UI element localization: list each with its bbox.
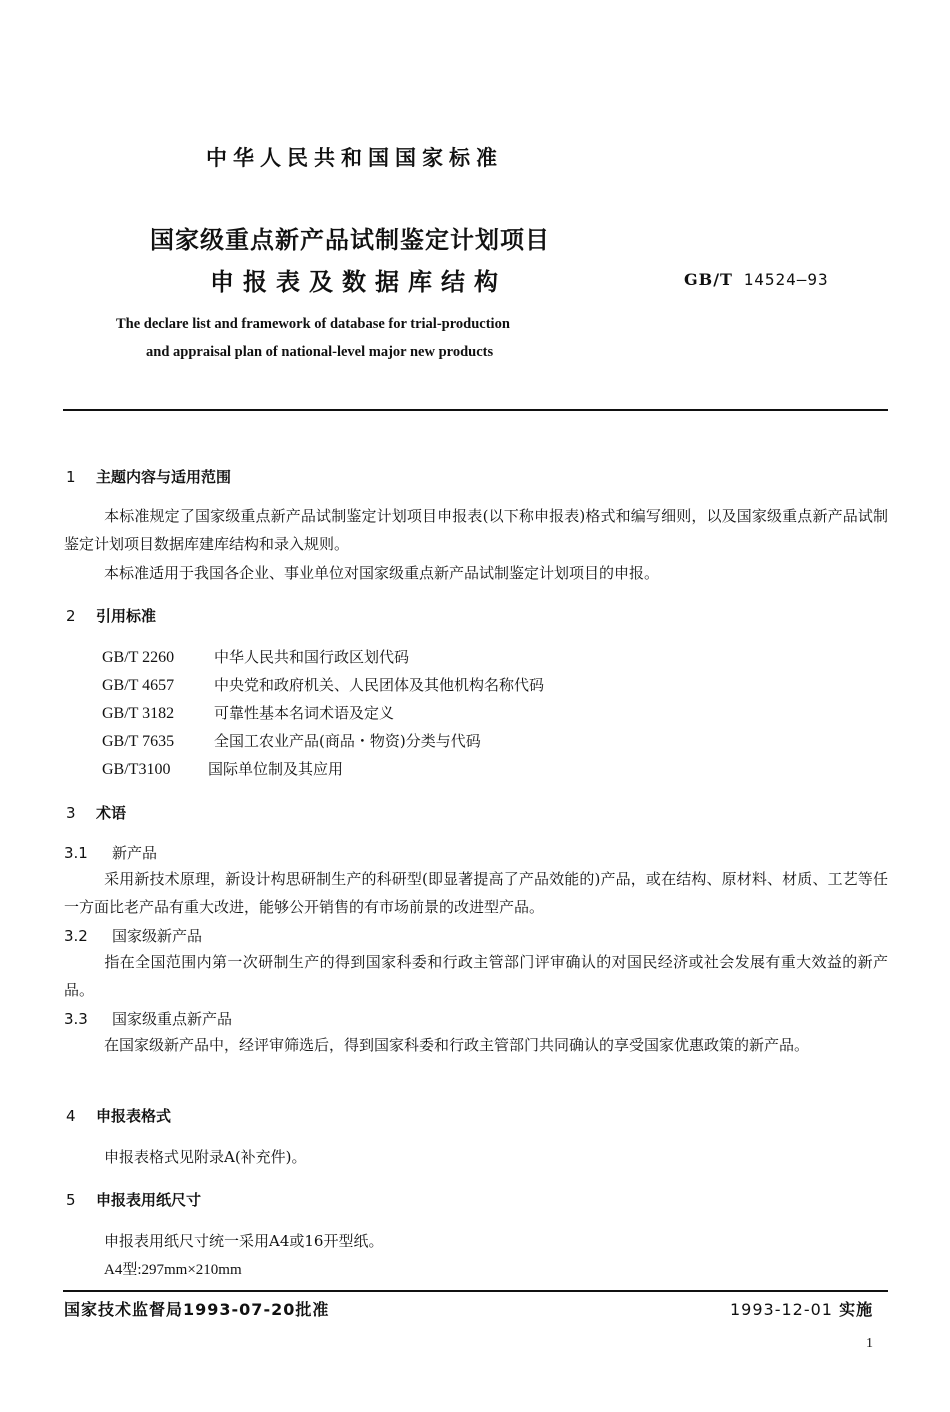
standard-prefix: GB/T xyxy=(684,270,733,289)
reference-item xyxy=(102,674,544,695)
paragraph-text: 采用新技术原理，新设计构思研制生产的科研型(即显著提高了产品效能的)产品，或在结构、原材料、材质、工艺等任一方面比老产品有重大改进，能够公开销售的有市场前景的改进型产品。 xyxy=(64,870,888,916)
standard-code: 14524—93 xyxy=(743,270,829,289)
section-1-paragraph-1 xyxy=(64,502,888,558)
implementation-word: 实施 xyxy=(839,1300,874,1319)
paper-size-a4: A4型:297mm×210mm xyxy=(104,1262,242,1278)
section-title: 申报表用纸尺寸 xyxy=(96,1191,202,1209)
reference-name: 国际单位制及其应用 xyxy=(208,760,344,778)
section-1-paragraph-2 xyxy=(64,559,888,587)
reference-code: GB/T 4657 xyxy=(102,677,175,694)
term-title: 国家级新产品 xyxy=(112,927,203,945)
term-3-1-heading xyxy=(64,842,157,863)
paragraph-text: 本标准规定了国家级重点新产品试制鉴定计划项目申报表(以下称申报表)格式和编写细则，以及国家级重点新产品试制鉴定计划项目数据库建库结构和录入规则。 xyxy=(64,507,888,553)
footer-divider xyxy=(63,1290,888,1292)
reference-code: GB/T3100 xyxy=(102,761,171,778)
reference-name: 全国工农业产品(商品・物资)分类与代码 xyxy=(214,732,481,750)
term-number: 3.1 xyxy=(64,844,88,862)
paragraph-text: 本标准适用于我国各企业、事业单位对国家级重点新产品试制鉴定计划项目的申报。 xyxy=(104,564,660,582)
reference-item xyxy=(102,758,343,779)
term-3-3-heading xyxy=(64,1008,232,1029)
term-3-2-heading xyxy=(64,925,202,946)
section-4-text: 申报表格式见附录A(补充件)。 xyxy=(104,1148,307,1166)
section-1-heading xyxy=(66,466,231,487)
section-number: 5 xyxy=(66,1191,76,1209)
implementation-date: 1993-12-01 xyxy=(730,1300,833,1319)
implementation-line xyxy=(730,1297,873,1320)
paragraph-text: 指在全国范围内第一次研制生产的得到国家科委和行政主管部门评审确认的对国民经济或社会发展有重大效益的新产品。 xyxy=(64,953,888,999)
english-title-line1: The declare list and framework of database for trial-production xyxy=(116,316,510,332)
section-title: 主题内容与适用范围 xyxy=(96,468,232,486)
term-3-3-definition xyxy=(64,1031,888,1059)
section-number: 3 xyxy=(66,804,76,822)
reference-item xyxy=(102,646,409,667)
header-divider xyxy=(63,409,888,411)
section-2-heading xyxy=(66,605,156,626)
term-title: 国家级重点新产品 xyxy=(112,1010,233,1028)
section-number: 2 xyxy=(66,607,76,625)
reference-name: 中华人民共和国行政区划代码 xyxy=(214,648,410,666)
reference-code: GB/T 3182 xyxy=(102,705,175,722)
reference-code: GB/T 7635 xyxy=(102,733,175,750)
term-title: 新产品 xyxy=(112,844,158,862)
term-number: 3.2 xyxy=(64,927,88,945)
standard-type-heading: 中华人民共和国国家标准 xyxy=(206,146,503,170)
document-title-line1: 国家级重点新产品试制鉴定计划项目 xyxy=(150,226,550,254)
document-title-line2: 申报表及数据库结构 xyxy=(210,268,507,296)
reference-name: 可靠性基本名词术语及定义 xyxy=(214,704,395,722)
section-5-heading xyxy=(66,1189,201,1210)
section-number: 1 xyxy=(66,468,76,486)
term-3-2-definition xyxy=(64,948,888,1004)
page-number: 1 xyxy=(866,1336,873,1351)
section-5-text: 申报表用纸尺寸统一采用A4或16开型纸。 xyxy=(104,1232,384,1250)
section-3-heading xyxy=(66,802,126,823)
reference-code: GB/T 2260 xyxy=(102,649,175,666)
standard-number xyxy=(684,270,829,289)
reference-item xyxy=(102,730,481,751)
section-number: 4 xyxy=(66,1107,76,1125)
reference-name: 中央党和政府机关、人民团体及其他机构名称代码 xyxy=(214,676,545,694)
section-title: 引用标准 xyxy=(96,607,157,625)
section-title: 申报表格式 xyxy=(96,1107,172,1125)
english-title-line2: and appraisal plan of national-level major new products xyxy=(146,344,494,360)
reference-item xyxy=(102,702,394,723)
section-title: 术语 xyxy=(96,804,127,822)
section-4-heading xyxy=(66,1105,171,1126)
paragraph-text: 在国家级新产品中，经评审筛选后，得到国家科委和行政主管部门共同确认的享受国家优惠政策的新产品。 xyxy=(104,1036,810,1054)
term-number: 3.3 xyxy=(64,1010,88,1028)
approval-line: 国家技术监督局1993-07-20批准 xyxy=(64,1300,330,1319)
term-3-1-definition xyxy=(64,865,888,921)
